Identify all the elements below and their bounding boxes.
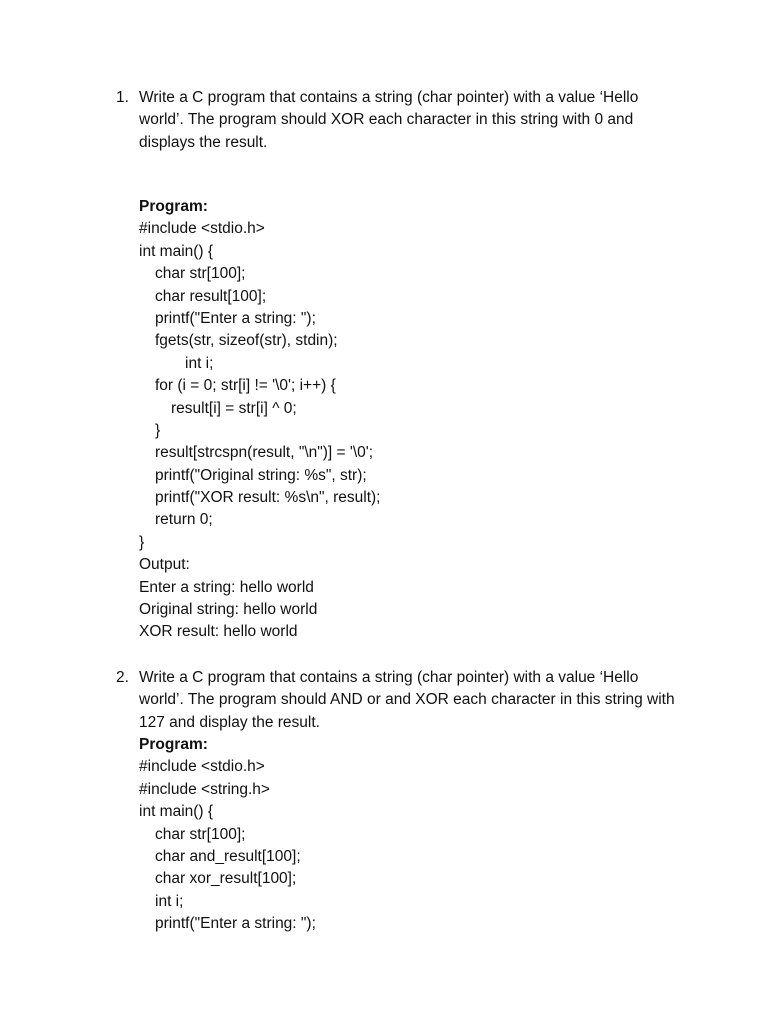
code-line: printf("XOR result: %s\n", result);	[155, 489, 381, 507]
code-line: #include <stdio.h>	[139, 220, 265, 238]
code-line: printf("Original string: %s", str);	[155, 466, 367, 484]
question-1	[116, 87, 696, 154]
output-line: XOR result: hello world	[139, 623, 298, 641]
code-line: char xor_result[100];	[155, 870, 297, 888]
code-line: fgets(str, sizeof(str), stdin);	[155, 332, 338, 350]
program-block-1	[139, 196, 719, 644]
code-line: int i;	[185, 354, 214, 372]
program-heading: Program:	[139, 198, 208, 215]
code-line: printf("Enter a string: ");	[155, 915, 316, 933]
code-line: char and_result[100];	[155, 847, 301, 865]
question-2	[116, 667, 696, 734]
code-line: char result[100];	[155, 287, 267, 305]
code-line: result[i] = str[i] ^ 0;	[171, 399, 297, 417]
code-line: }	[155, 421, 161, 439]
code-line: int main() {	[139, 242, 214, 260]
code-line: int i;	[155, 892, 184, 910]
output-line: Original string: hello world	[139, 601, 318, 619]
code-line: printf("Enter a string: ");	[155, 309, 316, 327]
code-line: char str[100];	[155, 825, 246, 843]
program-heading: Program:	[139, 736, 208, 753]
code-line: }	[139, 533, 145, 551]
code-line: for (i = 0; str[i] != '\0'; i++) {	[155, 377, 336, 395]
output-heading: Output:	[139, 556, 190, 574]
question-number: 2.	[116, 669, 129, 686]
question-text: Write a C program that contains a string (char pointer) with a value ‘Hello world’. The program should XOR each character in this string with 0 and displays the result.	[139, 89, 639, 151]
code-line: return 0;	[155, 511, 213, 529]
code-line: char str[100];	[155, 265, 246, 283]
program-block-2	[139, 734, 719, 936]
code-line: int main() {	[139, 803, 214, 821]
code-line: #include <string.h>	[139, 780, 270, 798]
code-line: #include <stdio.h>	[139, 758, 265, 776]
question-number: 1.	[116, 89, 129, 106]
output-line: Enter a string: hello world	[139, 578, 314, 596]
question-text: Write a C program that contains a string (char pointer) with a value ‘Hello world’. The program should AND or and XOR each character in this string with 127 and display the result.	[139, 669, 675, 731]
code-line: result[strcspn(result, "\n")] = '\0';	[155, 444, 374, 462]
